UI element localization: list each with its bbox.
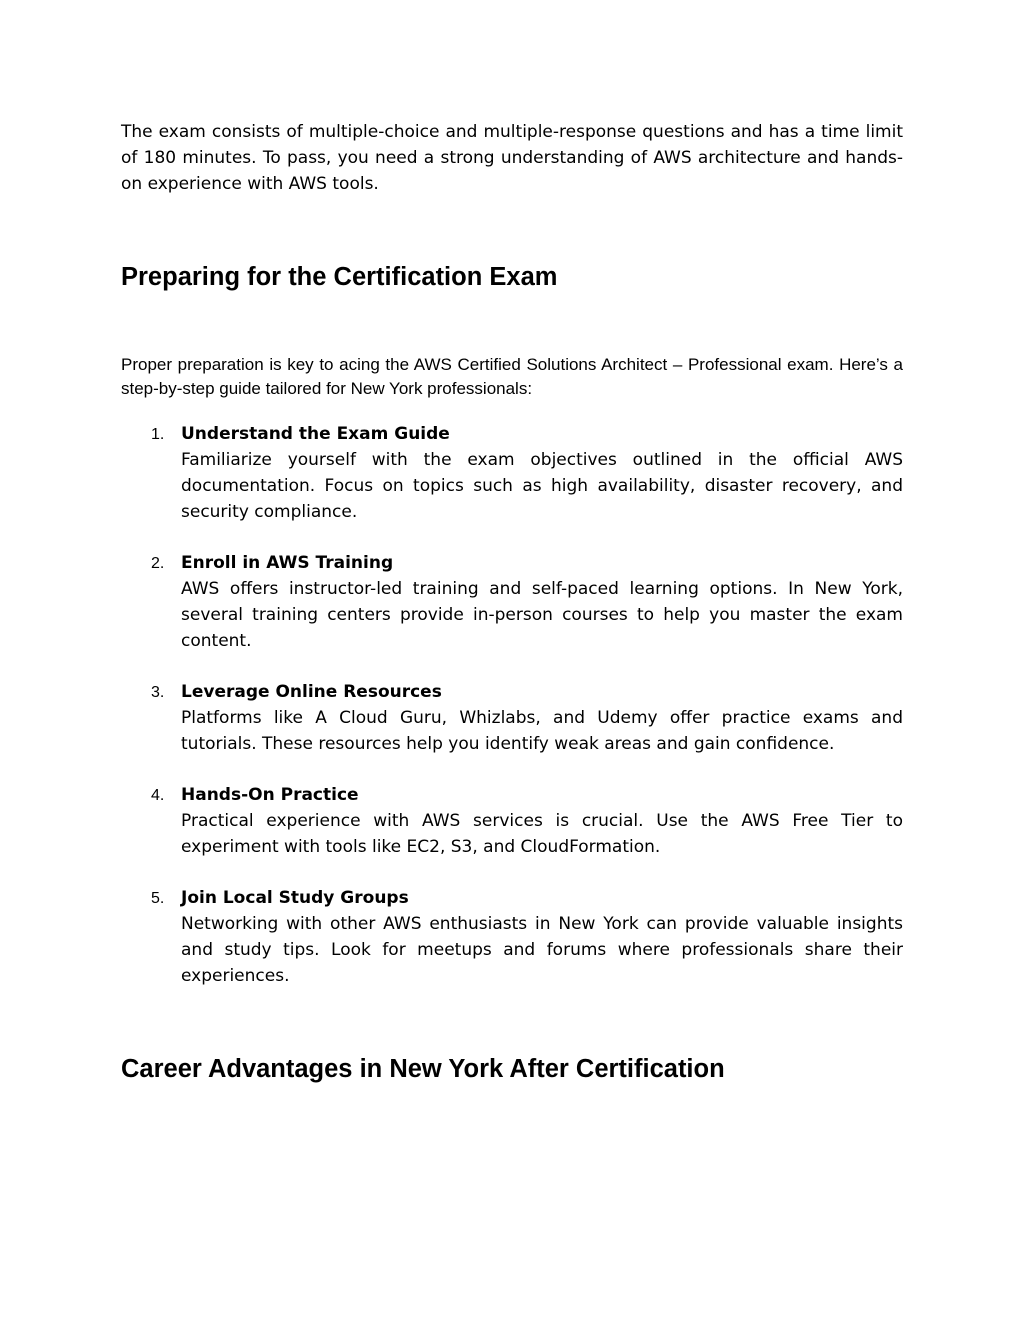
list-item-body bbox=[181, 782, 903, 860]
section-heading-career: Career Advantages in New York After Certification bbox=[121, 1055, 725, 1083]
list-item-title: Hands-On Practice bbox=[181, 785, 359, 805]
list-item-number: 5. bbox=[151, 890, 165, 907]
list-item-number: 1. bbox=[151, 426, 165, 443]
section-heading-preparing: Preparing for the Certification Exam bbox=[121, 263, 558, 291]
list-item-body bbox=[181, 550, 903, 654]
list-item-text: Platforms like A Cloud Guru, Whizlabs, and Udemy offer practice exams and tutorials. These resources help you identify weak areas and gain confidence. bbox=[181, 708, 903, 754]
list-item-text: AWS offers instructor-led training and self-paced learning options. In New York, several training centers provide in-person courses to help you master the exam content. bbox=[181, 579, 903, 651]
list-item-number: 2. bbox=[151, 555, 165, 572]
list-item-body bbox=[181, 679, 903, 757]
list-item-title: Join Local Study Groups bbox=[181, 888, 409, 908]
list-item-body bbox=[181, 421, 903, 525]
list-item-text: Familiarize yourself with the exam objectives outlined in the official AWS documentation. Focus on topics such as high availability, disaster recovery, and security compliance. bbox=[181, 450, 903, 522]
list-item-body bbox=[181, 885, 903, 989]
list-item-number: 3. bbox=[151, 684, 165, 701]
preparation-lead-paragraph: Proper preparation is key to acing the AWS Certified Solutions Architect – Professional exam. Here’s a step-by-step guide tailored for New York professionals: bbox=[121, 355, 903, 398]
list-item-text: Practical experience with AWS services is crucial. Use the AWS Free Tier to experiment with tools like EC2, S3, and CloudFormation. bbox=[181, 811, 903, 857]
list-item-text: Networking with other AWS enthusiasts in New York can provide valuable insights and study tips. Look for meetups and forums where professionals share their experiences. bbox=[181, 914, 903, 986]
list-item-title: Understand the Exam Guide bbox=[181, 424, 450, 444]
list-item-title: Enroll in AWS Training bbox=[181, 553, 394, 573]
list-item-title: Leverage Online Resources bbox=[181, 682, 442, 702]
intro-paragraph: The exam consists of multiple-choice and multiple-response questions and has a time limit of 180 minutes. To pass, you need a strong understanding of AWS architecture and hands-on experience with AWS tools. bbox=[121, 122, 903, 194]
list-item-number: 4. bbox=[151, 787, 165, 804]
